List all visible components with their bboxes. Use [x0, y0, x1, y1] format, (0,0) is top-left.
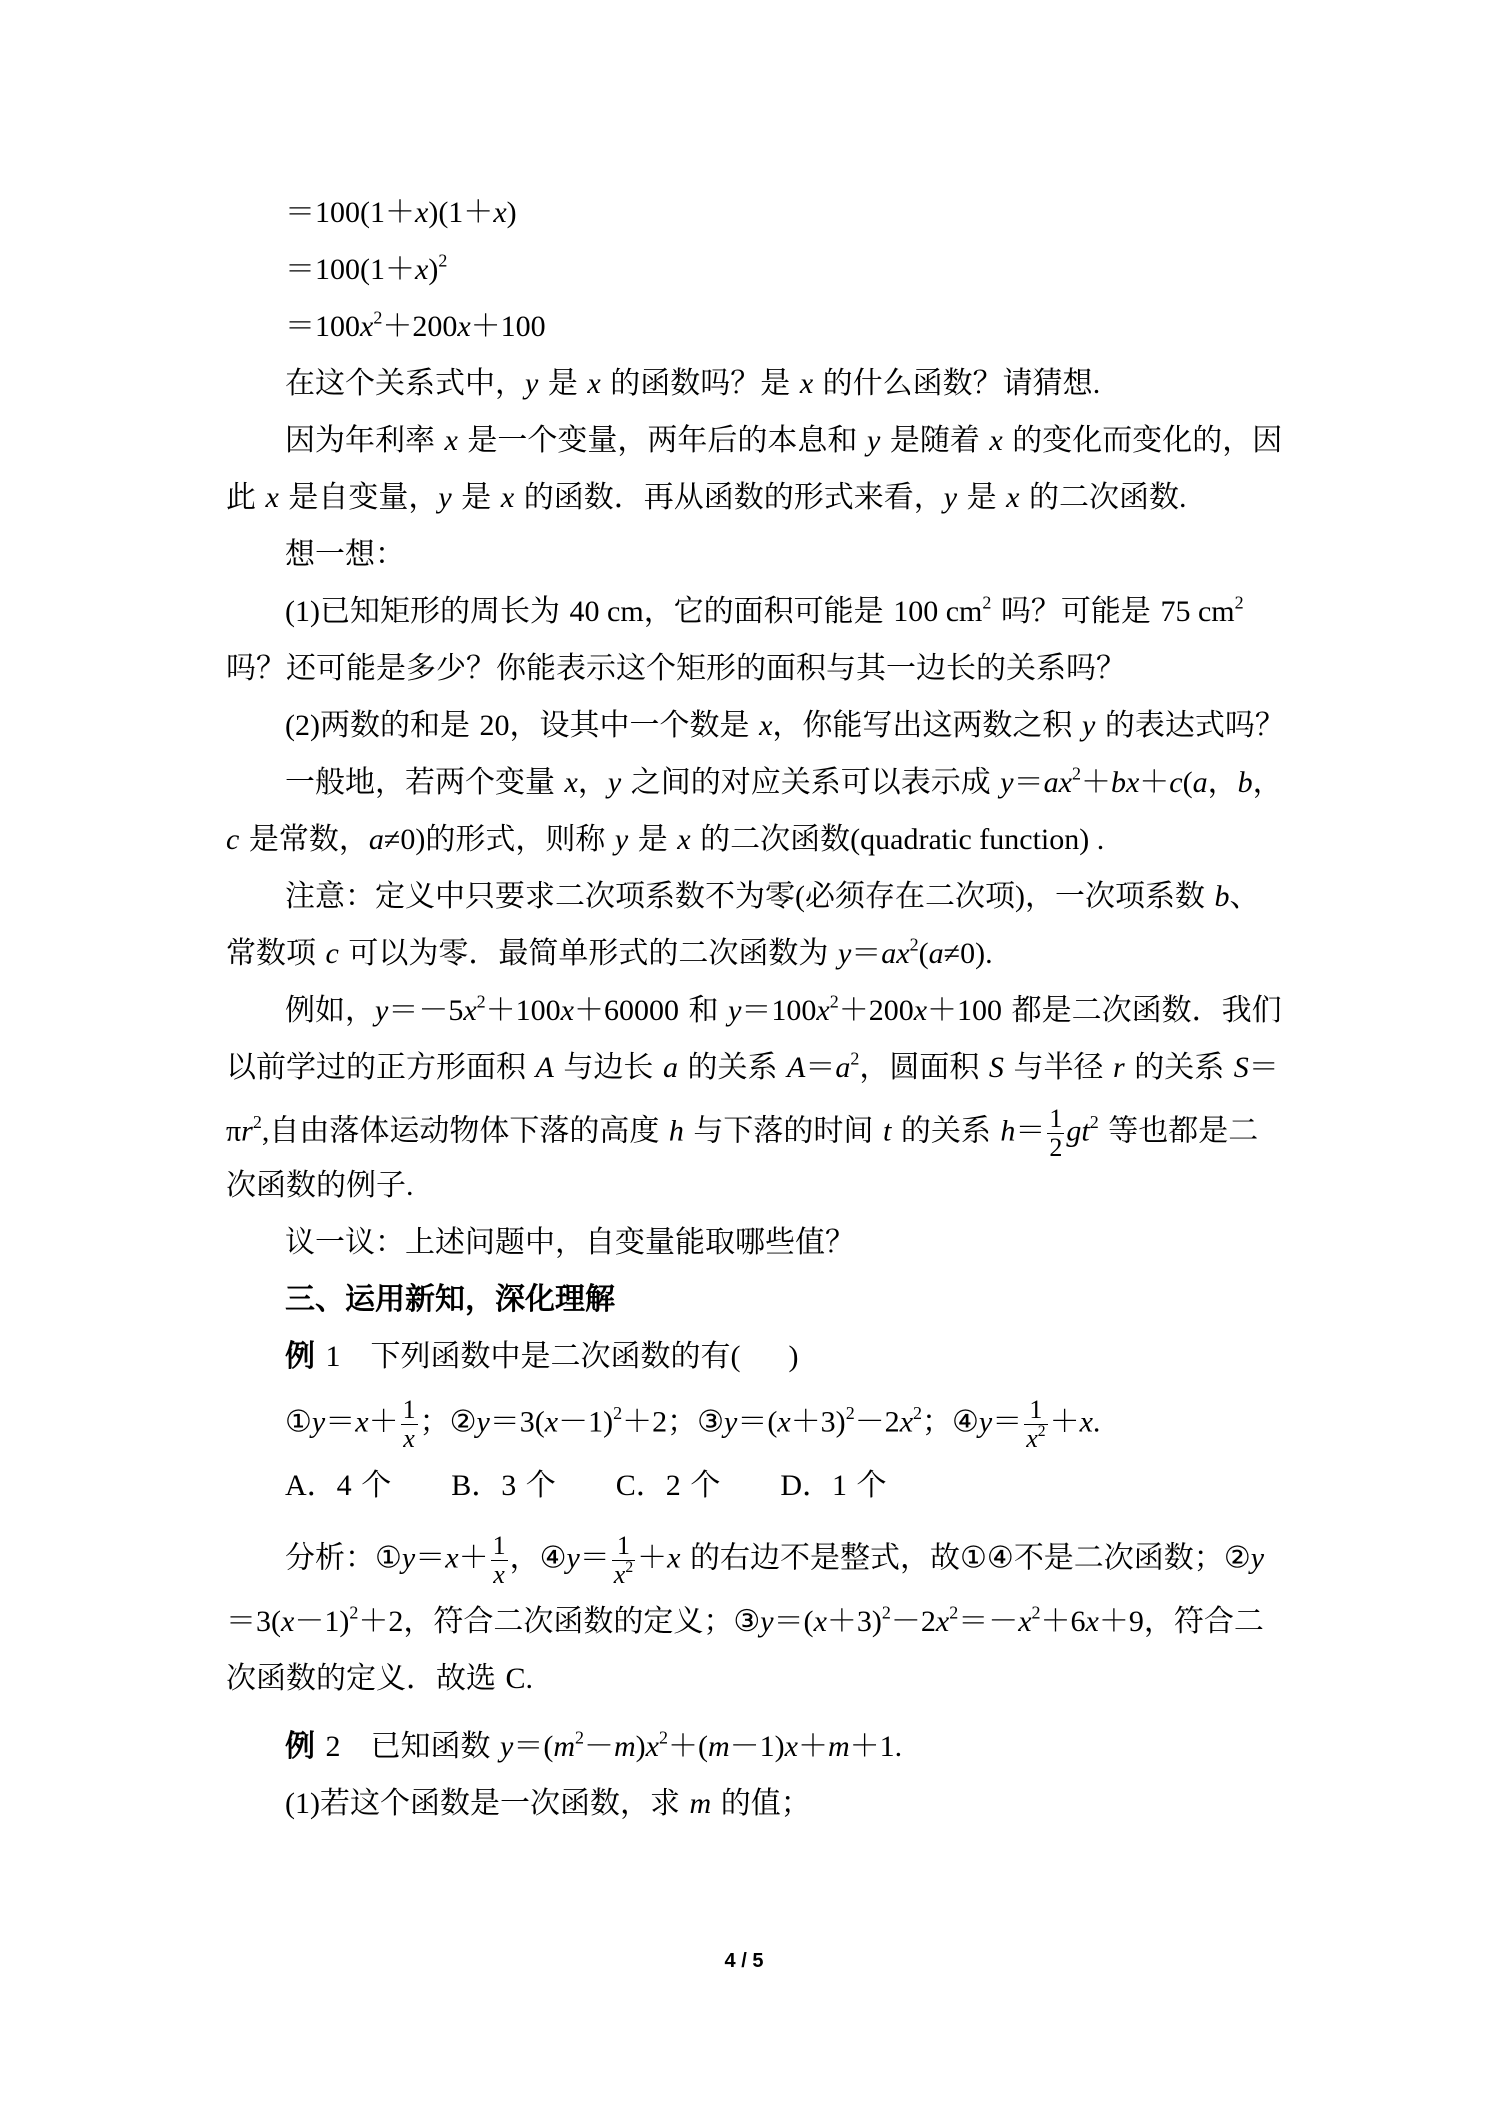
- example-2-part-1: (1)若这个函数是一次函数，求 m 的值；: [285, 1786, 811, 1821]
- page-number: 4 / 5: [724, 1950, 764, 1972]
- paragraph-line-6: 此 x 是自变量，y 是 x 的函数．再从函数的形式来看，y 是 x 的二次函数.: [226, 480, 1187, 515]
- section-heading: 三、运用新知，深化理解: [285, 1282, 615, 1317]
- example-text-line-4: 次函数的例子.: [226, 1168, 414, 1203]
- example-text-line-3: $\pi r^2$,自由落体运动物体下落的高度 h 与下落的时间 t 的关系 h＝ $\frac{1}{2}$ $gt^2$ 等也都是二: [226, 1104, 1259, 1162]
- analysis-line-1: 分析：①y＝x＋ $\frac{1}{x}$ ，④y＝ $\frac{1}{x^2}$ ＋x 的右边不是整式，故①④不是二次函数；②y: [285, 1531, 1265, 1589]
- question-1-line-1: (1)已知矩形的周长为 40 cm，它的面积可能是 100 $cm^2$ 吗？可能是 75 $cm^2$: [285, 592, 1244, 629]
- note-line-2: 常数项 c 可以为零．最简单形式的二次函数为 $y=ax^2(a\ne 0)$.: [226, 934, 993, 971]
- analysis-line-2: $=3(x-1)^2+2$，符合二次函数的定义；$③y=(x+3)^2-2x^2=-x^2+6x+9$，符合二: [226, 1602, 1264, 1639]
- fraction-one-half: $\frac{1}{2}$: [1049, 1104, 1063, 1162]
- example-1-options: A．4 个 B．3 个 C．2 个 D．1 个: [285, 1468, 887, 1503]
- example-2-question: 例 2 已知函数 $y=(m^2-m)x^2+(m-1)x+m+1$.: [285, 1727, 903, 1764]
- equation-line-1: ＝100(1＋x)(1＋x): [285, 196, 517, 229]
- question-1-line-2: 吗？还可能是多少？你能表示这个矩形的面积与其一边长的关系吗？: [226, 651, 1126, 686]
- example-1-question: 例 1 下列函数中是二次函数的有( ): [285, 1339, 799, 1374]
- question-2: (2)两数的和是 20，设其中一个数是 x，你能写出这两数之积 y 的表达式吗？: [285, 708, 1285, 743]
- paragraph-line-4: 在这个关系式中，y 是 x 的函数吗？是 x 的什么函数？请猜想.: [285, 366, 1101, 401]
- paragraph-line-5: 因为年利率 x 是一个变量，两年后的本息和 y 是随着 x 的变化而变化的，因: [285, 423, 1283, 458]
- think-heading: 想一想：: [285, 537, 405, 572]
- example-1-choices-functions: ①y＝x＋ $\frac{1}{x}$ ；$②y=3(x-1)^2+2$；$③y=(x+3)^2-2x^2$；④y＝ $\frac{1}{x^2}$ ＋x.: [285, 1395, 1101, 1453]
- fraction-1-over-x-squared: $\frac{1}{x^2}$: [613, 1531, 634, 1589]
- analysis-line-3: 次函数的定义．故选 C.: [226, 1661, 534, 1696]
- fraction-1-over-x: $\frac{1}{x}$: [492, 1531, 506, 1589]
- definition-line-1: 一般地，若两个变量 x，y 之间的对应关系可以表示成 $y=ax^2+bx+c(a$，b，: [285, 763, 1283, 800]
- example-text-line-2: 以前学过的正方形面积 A 与边长 a 的关系 $A=a^2$，圆面积 S 与半径 r 的关系 S＝: [226, 1048, 1279, 1085]
- discuss-line: 议一议：上述问题中，自变量能取哪些值？: [285, 1225, 855, 1260]
- note-line-1: 注意：定义中只要求二次项系数不为零(必须存在二次项)，一次项系数 b、: [285, 879, 1260, 914]
- fraction-1-over-x-squared: $\frac{1}{x^2}$: [1026, 1395, 1046, 1453]
- equation-line-2: $=100(1+x)^2$: [285, 250, 448, 286]
- equation-line-3: $=100x^2+200x+100$: [285, 307, 546, 343]
- fraction-1-over-x: $\frac{1}{x}$: [402, 1395, 416, 1453]
- example-text-line-1: 例如，$y=-5x^2+100x+60000$ 和 $y=100x^2+200x+100$ 都是二次函数．我们: [285, 991, 1282, 1028]
- definition-line-2: c 是常数，a≠0)的形式，则称 y 是 x 的二次函数(quadratic function) .: [226, 822, 1105, 857]
